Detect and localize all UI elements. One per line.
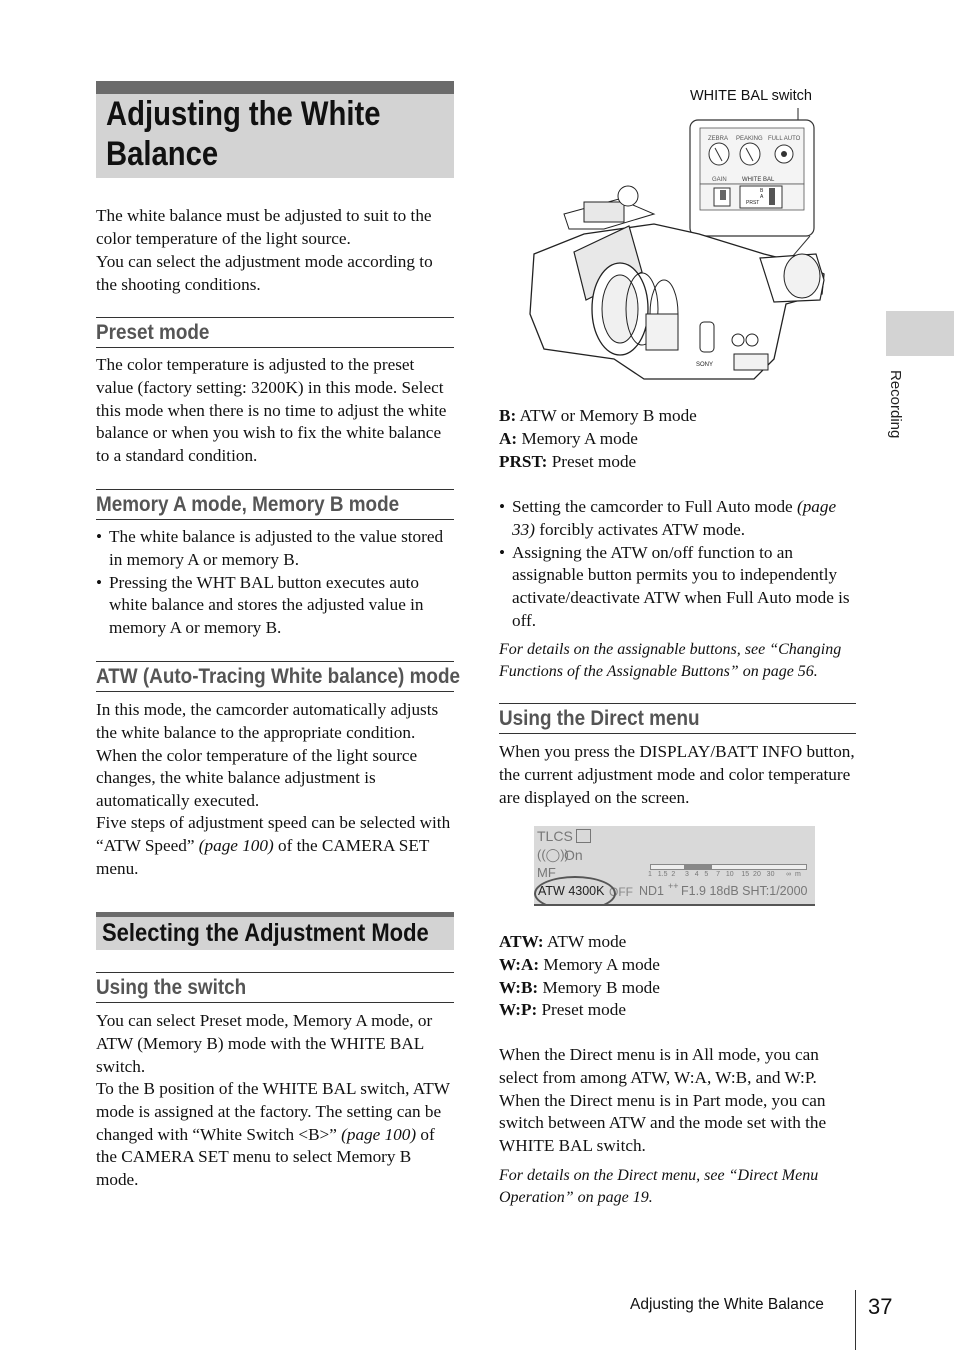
legend-key: W:P: (499, 1000, 538, 1020)
memory-mode-list (96, 526, 456, 640)
steadyshot-icon: ((◯)) (537, 847, 569, 862)
legend-value: ATW or Memory B mode (516, 406, 697, 425)
panel-label-zebra: ZEBRA (708, 136, 729, 142)
selecting-section-heading (96, 912, 454, 950)
panel-label-peaking: PEAKING (736, 136, 763, 142)
panel-label-gain: GAIN (712, 177, 727, 183)
page-number: 37 (868, 1294, 893, 1319)
atw-mode-heading (96, 661, 461, 692)
right-bullet-list (499, 496, 859, 633)
section-tab-label (876, 370, 916, 470)
atw-mode-paragraph-1: In this mode, the camcorder automatically adjusts the white balance to the appropriate condition. When the color temperature of the light source changes, the white balance adjustment is automatically executed. (96, 700, 439, 811)
preset-mode-heading (96, 317, 454, 348)
lcd-nd-filter: ND1 (639, 884, 665, 898)
lcd-steadyshot: On (564, 847, 583, 863)
lcd-picture-profile-off: OFF (609, 885, 633, 899)
lcd-screen-illustration (534, 826, 815, 906)
page-reference-link[interactable]: (page 33) (512, 497, 837, 539)
camcorder-illustration (524, 104, 826, 386)
direct-menu-heading (499, 703, 856, 734)
footer-title: Adjusting the White Balance (630, 1296, 824, 1313)
panel-label-full-auto: FULL AUTO (768, 136, 801, 142)
legend-key: PRST: (499, 451, 548, 471)
atw-mode-heading-text: ATW (Auto-Tracing White balance) mode (96, 665, 461, 688)
bullet-text: Setting the camcorder to Full Auto mode (512, 497, 797, 516)
switch-legend (499, 405, 859, 473)
direct-menu-heading-text: Using the Direct menu (499, 707, 700, 730)
atw-mode-paragraph-2 (96, 812, 456, 880)
intro-paragraph-2: You can select the adjustment mode according to the shooting conditions. (96, 252, 433, 294)
direct-menu-legend (499, 931, 859, 1022)
using-switch-paragraph-1: You can select Preset mode, Memory A mode, or ATW (Memory B) mode with the WHITE BAL switch. (96, 1011, 433, 1076)
legend-value: ATW mode (543, 932, 627, 951)
legend-row (499, 405, 859, 428)
page-reference-link[interactable]: (page 100) (341, 1124, 417, 1144)
legend-value: Memory B mode (538, 977, 660, 997)
intro-paragraph-1: The white balance must be adjusted to suit to the color temperature of the light source. (96, 206, 432, 248)
lcd-exposure: F1.9 18dB SHT:1/2000 (681, 884, 808, 898)
heading-bar (96, 912, 454, 917)
selecting-heading-text: Selecting the Adjustment Mode (102, 919, 429, 947)
preset-mode-text: The color temperature is adjusted to the preset value (factory setting: 3200K) in this mode. Select this mode when there is no time to adjust the white balance or when you wish to fix the white balance to a standard condition. (96, 355, 447, 466)
using-switch-heading (96, 972, 454, 1003)
direct-menu-paragraph-1: When you press the DISPLAY/BATT INFO button, the current adjustment mode and color temperature are displayed on the screen. (499, 742, 855, 807)
title-bar (96, 81, 454, 94)
legend-row (499, 428, 859, 451)
lcd-mf: MF (537, 865, 556, 880)
legend-row (499, 999, 859, 1022)
section-tab-marker (886, 311, 954, 356)
switch-pos-a: A (760, 194, 764, 200)
bullet-text-end: forcibly activates ATW mode. (534, 519, 746, 539)
focus-position-marker (684, 865, 712, 869)
direct-menu-note: For details on the Direct menu, see “Direct Menu Operation” on page 19. (499, 1167, 819, 1206)
list-item: • Assigning the ATW on/off function to an assignable button permits you to independently activate/deactivate ATW when Full Auto mode is off. (499, 542, 859, 633)
switch-pos-b: B (760, 188, 764, 194)
preset-mode-heading-text: Preset mode (96, 321, 210, 344)
using-switch-text-end: of the CAMERA SET menu to select Memory B mode. (96, 1124, 435, 1190)
memory-mode-heading-text: Memory A mode, Memory B mode (96, 493, 400, 516)
atw-mode-text: Five steps of adjustment speed can be selected with “ATW Speed” (96, 813, 451, 855)
focus-scale-bar (650, 864, 807, 870)
legend-key: ATW: (499, 932, 544, 951)
wb-highlight-ellipse (534, 876, 616, 906)
panel-label-white-bal: WHITE BAL (742, 177, 775, 183)
legend-row (499, 977, 859, 1000)
legend-row (499, 931, 859, 954)
tlcs-icon (576, 829, 591, 843)
memory-mode-heading (96, 489, 454, 520)
page-title-box (96, 81, 454, 178)
using-switch-paragraph-2 (96, 1078, 456, 1192)
legend-value: Memory A mode (517, 428, 638, 448)
assignable-buttons-note: For details on the assignable buttons, see “Changing Functions of the Assignable Buttons” on page 56. (499, 641, 842, 680)
lcd-wb-status: ATW 4300K (538, 884, 605, 898)
using-switch-heading-text: Using the switch (96, 976, 247, 999)
list-item (499, 496, 859, 542)
legend-key: A: (499, 428, 518, 448)
legend-value: Memory A mode (539, 954, 660, 974)
legend-row (499, 451, 859, 474)
legend-key: W:A: (499, 954, 540, 974)
legend-key: W:B: (499, 977, 539, 997)
legend-key: B: (499, 406, 517, 425)
legend-row (499, 954, 859, 977)
switch-pos-prst: PRST (746, 200, 760, 206)
white-bal-callout: WHITE BAL switch (690, 88, 812, 104)
page-title: Adjusting the White Balance (106, 95, 381, 173)
lcd-focus-scale: 1 1.5 2 3 4 5 7 10 15 20 30 ∞ m (648, 871, 801, 878)
list-item: • Pressing the WHT BAL button executes auto white balance and stores the adjusted value in memory A or memory B. (96, 572, 456, 640)
direct-menu-paragraph-2: When the Direct menu is in All mode, you can select from among ATW, W:A, W:B, and W:P. When the Direct menu is in Part mode, you can switch between ATW and the mode set with the WHITE BAL switch. (499, 1045, 827, 1156)
page-reference-link[interactable]: (page 100) (198, 835, 274, 855)
lcd-plus-marks: ++ (668, 881, 679, 891)
atw-mode-text-end: of the CAMERA SET menu. (96, 835, 430, 878)
lcd-tlcs: TLCS (537, 828, 573, 844)
footer-divider (855, 1290, 856, 1350)
brand-label: SONY (696, 362, 714, 368)
section-tab-text: Recording (887, 370, 904, 439)
using-switch-text: To the B position of the WHITE BAL switch, ATW mode is assigned at the factory. The setting can be changed with “White Switch <B>” (96, 1079, 450, 1144)
list-item: • The white balance is adjusted to the value stored in memory A or memory B. (96, 526, 456, 572)
legend-value: Preset mode (547, 451, 637, 471)
legend-value: Preset mode (537, 1000, 626, 1020)
